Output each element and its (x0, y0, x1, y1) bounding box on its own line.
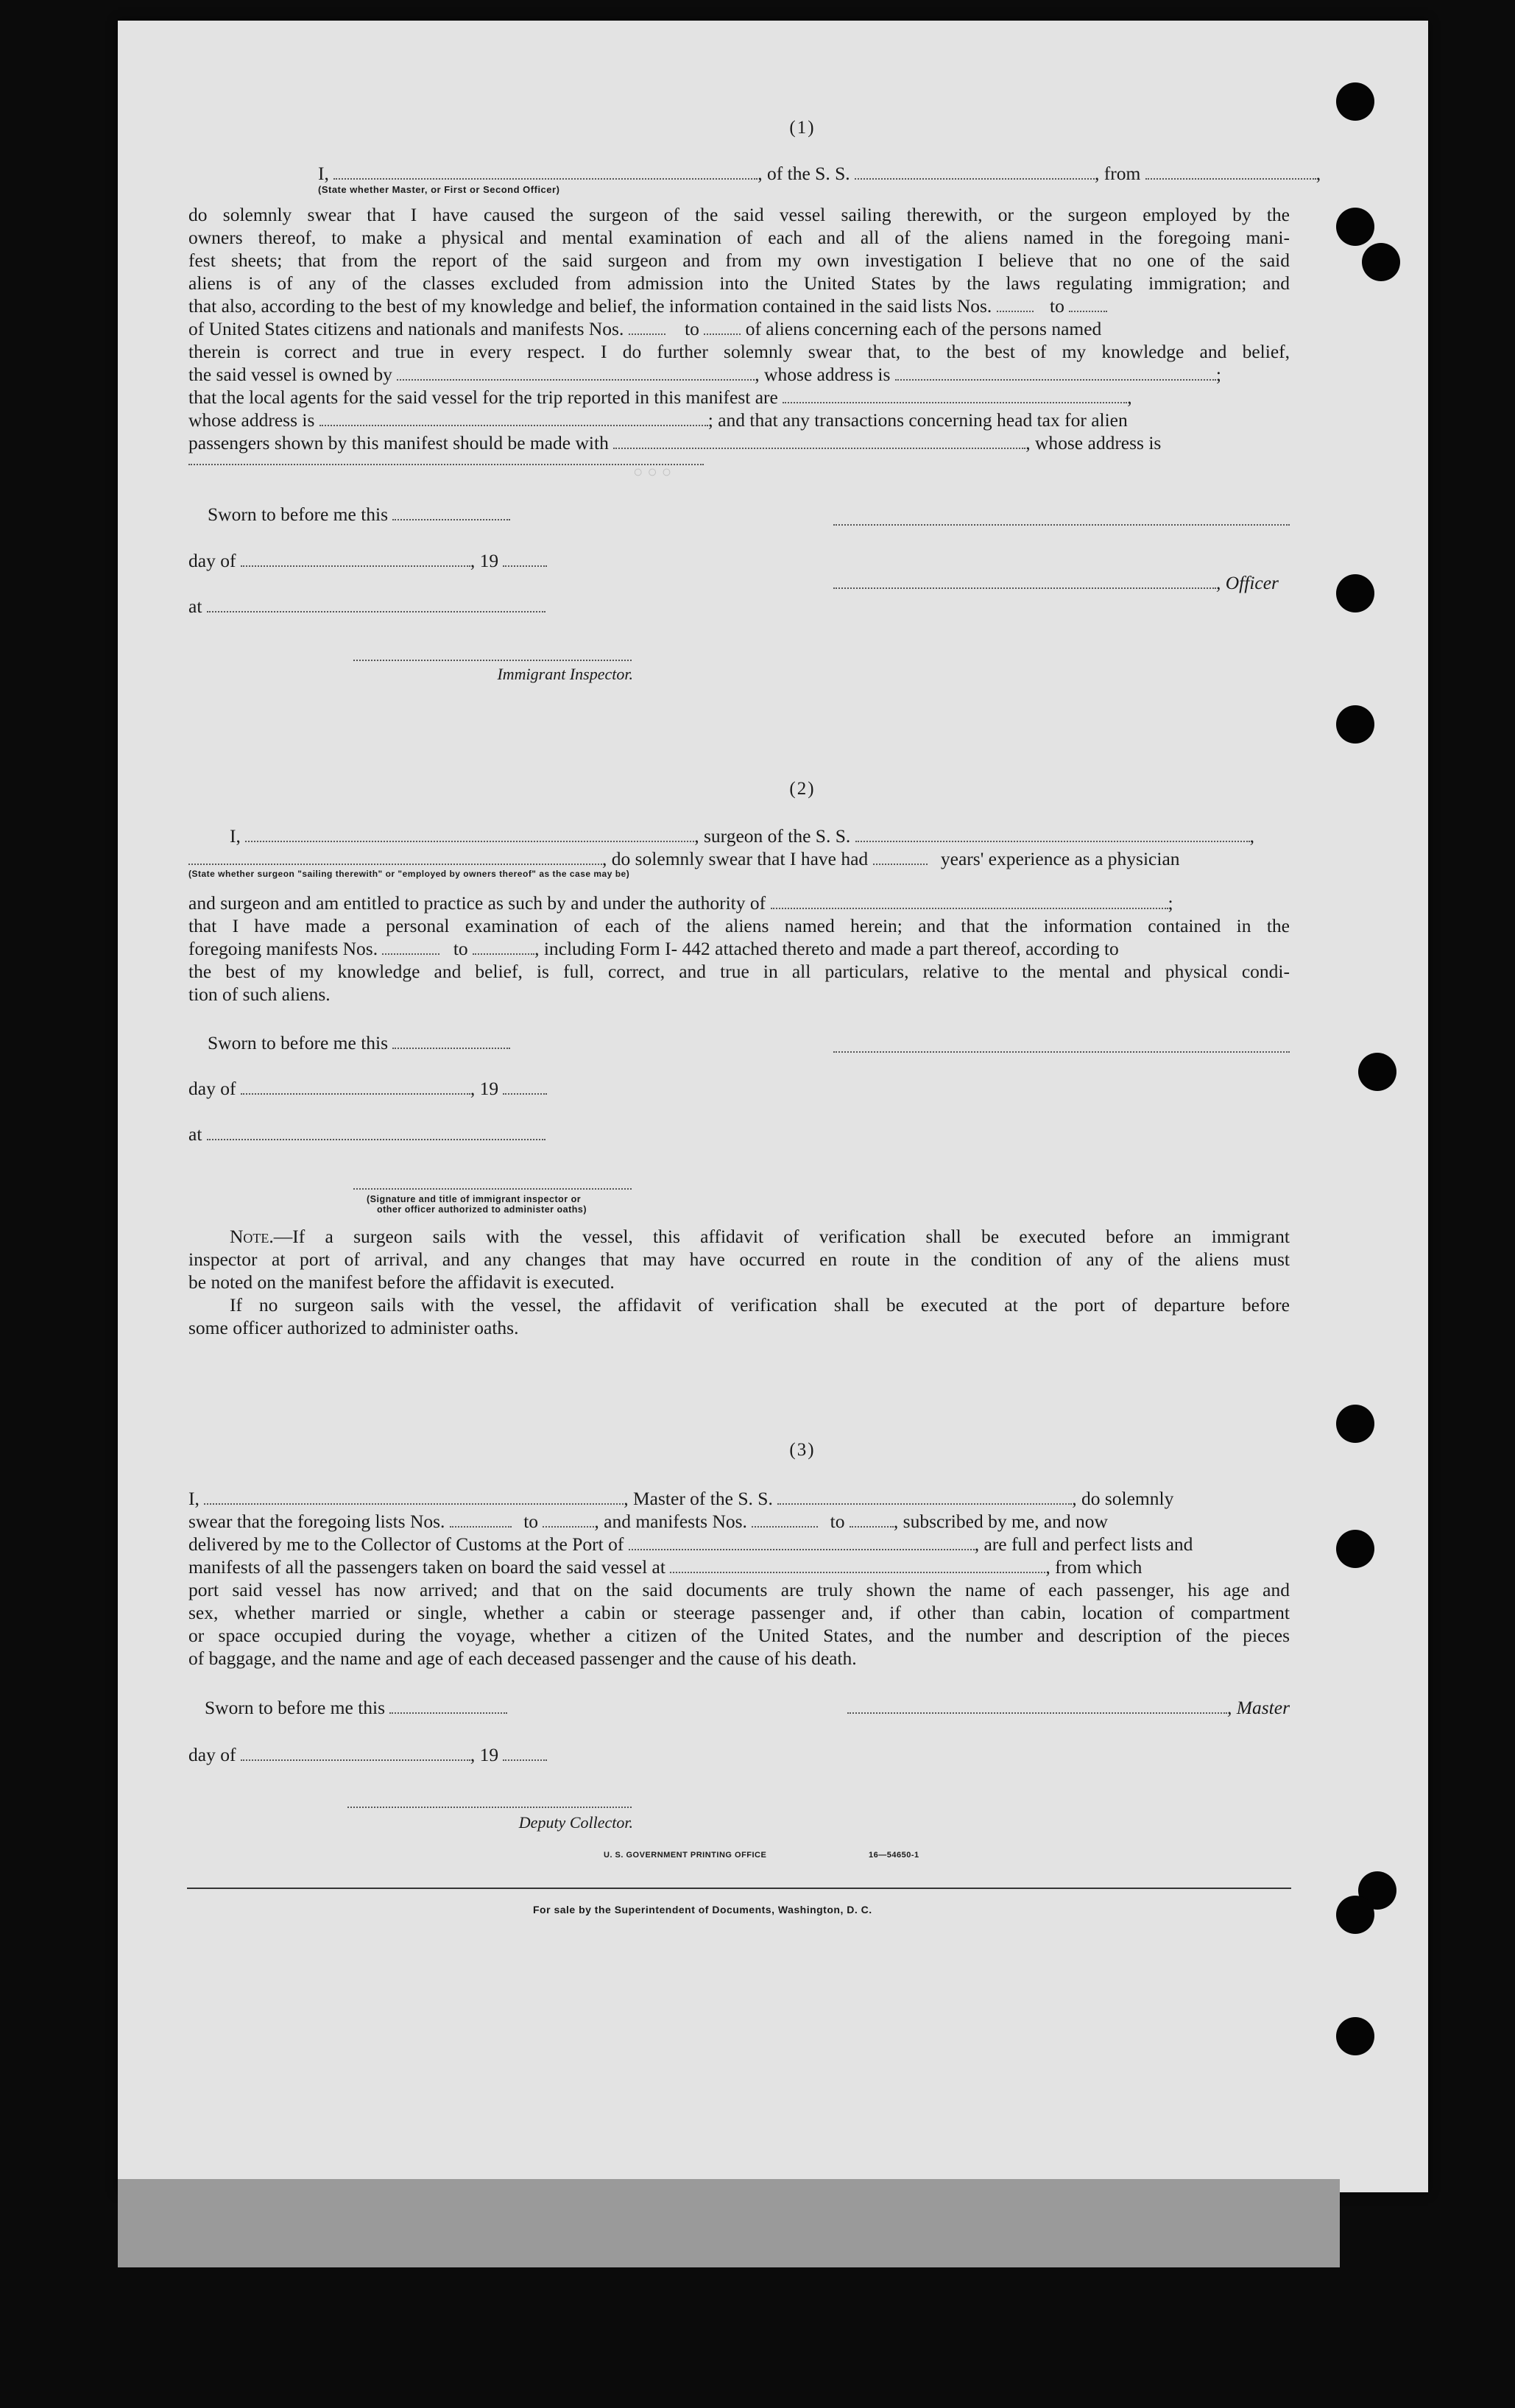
section-1-at: at (188, 595, 1290, 618)
binding-hole-icon (1358, 1053, 1396, 1091)
section-2-line-4: that I have made a personal examination of each of the aliens named herein; and that the information contained in the (188, 915, 1290, 936)
master-signature-field[interactable] (847, 1698, 1227, 1714)
day-field-1[interactable] (241, 551, 470, 567)
master-name-field[interactable] (204, 1489, 624, 1505)
section-3-line-6: sex, whether married or single, whether a cabin or steerage passenger and, if other than cabin, location of compartment (188, 1602, 1290, 1623)
lists-to-field[interactable] (1069, 296, 1107, 312)
binding-hole-icon (1336, 574, 1374, 612)
place-field-1[interactable] (207, 596, 545, 612)
year-field-2[interactable] (503, 1078, 547, 1095)
section-2-line-5: foregoing manifests Nos. to , including Form I- 442 attached thereto and made a part thereof, according to (188, 938, 1119, 959)
section-1-line-6: that also, according to the best of my knowledge and belief, the information contained in the said lists Nos. to (188, 294, 1290, 317)
section-3-line-1: I, , Master of the S. S. , do solemnly (188, 1488, 1174, 1509)
section-3-sworn: Sworn to before me this (205, 1696, 1306, 1719)
deputy-collector-label: Deputy Collector. (518, 1813, 633, 1832)
manifests-to-field[interactable] (704, 319, 741, 335)
lists-from-field[interactable] (997, 296, 1034, 312)
surgeon-manifests-from-field[interactable] (382, 939, 439, 955)
deputy-collector-signature-line[interactable] (347, 1805, 632, 1808)
sale-notice: For sale by the Superintendent of Documents, Washington, D. C. (533, 1904, 872, 1916)
section-3-line-7: or space occupied during the voyage, whether a citizen of the United States, and the number and description of the pieces (188, 1625, 1290, 1646)
binding-hole-icon (1336, 1896, 1374, 1934)
section-3-line-5: port said vessel has now arrived; and that on the said documents are truly shown the name of each passenger, his age and (188, 1579, 1290, 1600)
port-field[interactable] (629, 1534, 975, 1550)
section-3-day: day of , 19 (188, 1743, 1290, 1766)
binding-hole-icon (1362, 243, 1400, 281)
section-2-sworn: Sworn to before me this (208, 1031, 1309, 1054)
section-2-at: at (188, 1123, 1290, 1145)
master-manifests-to-field[interactable] (850, 1511, 894, 1528)
note-line-3: be noted on the manifest before the affidavit is executed. (188, 1271, 615, 1293)
section-1-sworn: Sworn to before me this (208, 503, 1309, 526)
day-field-3[interactable] (241, 1745, 470, 1761)
officer-name-line[interactable] (833, 523, 1290, 526)
master-lists-from-field[interactable] (450, 1511, 512, 1528)
faint-stamp: ○ ○ ○ (633, 462, 672, 481)
binding-hole-icon (1336, 705, 1374, 744)
section-1-day: day of , 19 (188, 549, 1290, 572)
section-2-line-1: I, , surgeon of the S. S. , (230, 825, 1255, 847)
master-manifests-from-field[interactable] (752, 1511, 818, 1528)
owner-field[interactable] (397, 364, 755, 381)
section-2-line-6: the best of my knowledge and belief, is full, correct, and true in all particulars, relative to the mental and physical condi- (188, 961, 1290, 982)
head-tax-party-field[interactable] (613, 433, 1025, 449)
sworn-date-field-3[interactable] (389, 1698, 507, 1714)
local-agents-field[interactable] (783, 387, 1127, 403)
binding-hole-icon (1336, 2017, 1374, 2055)
surgeon-signature-line[interactable] (833, 1050, 1290, 1053)
section-1-line-3: owners thereof, to make a physical and mental examination of each and all of the aliens named in the foregoing mani- (188, 227, 1290, 248)
section-1-line-12: passengers shown by this manifest should be made with , whose address is (188, 432, 1162, 453)
surgeon-vessel-field[interactable] (855, 826, 1250, 842)
signature-caption-2: other officer authorized to administer oaths) (377, 1204, 587, 1215)
binding-hole-icon (1336, 1405, 1374, 1443)
section-2-number: (2) (789, 779, 816, 799)
sworn-date-field-1[interactable] (392, 504, 510, 520)
gpo-imprint: U. S. GOVERNMENT PRINTING OFFICE (604, 1851, 767, 1860)
year-field-1[interactable] (503, 551, 547, 567)
signature-caption-1: (Signature and title of immigrant inspector or (367, 1194, 582, 1204)
departure-port-field[interactable] (670, 1557, 1045, 1573)
surgeon-type-caption: (State whether surgeon "sailing therewith" or "employed by owners thereof" as the case may be) (188, 869, 630, 879)
document-page (118, 21, 1428, 2192)
officer-signature-field[interactable] (833, 573, 1216, 589)
agents-address-field[interactable] (319, 410, 708, 426)
binding-hole-icon (1336, 208, 1374, 246)
surgeon-manifests-to-field[interactable] (473, 939, 534, 955)
page-bottom-shadow (118, 2179, 1340, 2267)
place-field-2[interactable] (207, 1124, 545, 1140)
footer-rule (187, 1888, 1291, 1889)
head-tax-address-field[interactable] (188, 462, 704, 465)
section-3-line-2: swear that the foregoing lists Nos. to , and manifests Nos. to , subscribed by me, and now (188, 1511, 1108, 1532)
section-3-line-3: delivered by me to the Collector of Customs at the Port of , are full and perfect lists and (188, 1533, 1193, 1555)
surgeon-type-field[interactable] (188, 849, 602, 865)
binding-hole-icon (1336, 82, 1374, 121)
note-label: Note. (230, 1226, 274, 1247)
master-signature: , Master (830, 1696, 1290, 1719)
section-1-line-7: of United States citizens and nationals and manifests Nos. to of aliens concerning each of the persons named (188, 318, 1102, 339)
section-3-line-8: of baggage, and the name and age of each deceased passenger and the cause of his death. (188, 1648, 857, 1669)
section-1-line-8: therein is correct and true in every respect. I do further solemnly swear that, to the best of my knowledge and belief, (188, 341, 1290, 362)
section-1-line-5: aliens is of any of the classes excluded from admission into the United States by the laws regulating immigration; and (188, 272, 1290, 294)
section-2-line-3: and surgeon and am entitled to practice as such by and under the authority of ; (188, 892, 1173, 914)
section-1-line-11: whose address is ; and that any transactions concerning head tax for alien (188, 409, 1128, 431)
sworn-date-field-2[interactable] (392, 1033, 510, 1049)
section-2-line-7: tion of such aliens. (188, 984, 331, 1005)
section-1-line-10: that the local agents for the said vessel for the trip reported in this manifest are , (188, 386, 1132, 408)
year-field-3[interactable] (503, 1745, 547, 1761)
officer-signature: , Officer (833, 571, 1290, 594)
manifests-from-field[interactable] (629, 319, 665, 335)
master-lists-to-field[interactable] (543, 1511, 594, 1528)
inspector-signature-line[interactable] (353, 658, 632, 661)
form-code: 16—54650-1 (869, 1851, 919, 1860)
rank-field[interactable] (333, 163, 758, 180)
section-1-line-1: I, , of the S. S. , from , (318, 163, 1321, 184)
authority-field[interactable] (771, 893, 1168, 909)
section-3-line-4: manifests of all the passengers taken on board the said vessel at , from which (188, 1556, 1143, 1578)
vessel-name-field[interactable] (855, 163, 1095, 180)
note2-line-1: If no surgeon sails with the vessel, the affidavit of verification shall be executed at the port of departure before (230, 1294, 1290, 1316)
years-experience-field[interactable] (873, 849, 928, 865)
note-line-2: inspector at port of arrival, and any changes that may have occurred en route in the condition of any of the aliens must (188, 1249, 1290, 1270)
surgeon-name-field[interactable] (245, 826, 694, 842)
section-1-line-9: the said vessel is owned by , whose address is ; (188, 364, 1221, 385)
section-1-number: (1) (789, 118, 816, 138)
section-2-day: day of , 19 (188, 1077, 1290, 1100)
rank-caption: (State whether Master, or First or Second Officer) (318, 184, 560, 195)
section-1-line-4: fest sheets; that from the report of the said surgeon and from my own investigation I believe that no one of the said (188, 250, 1290, 271)
owner-address-field[interactable] (895, 364, 1216, 381)
master-vessel-field[interactable] (777, 1489, 1072, 1505)
day-field-2[interactable] (241, 1078, 470, 1095)
note-line-1: Note.—If a surgeon sails with the vessel, this affidavit of verification shall be executed before an immigrant (230, 1226, 1290, 1247)
authorized-officer-signature-line[interactable] (353, 1187, 632, 1190)
section-2-line-2: , do solemnly swear that I have had years' experience as a physician (188, 847, 1290, 870)
binding-hole-icon (1336, 1530, 1374, 1568)
section-3-number: (3) (789, 1440, 816, 1460)
note2-line-2: some officer authorized to administer oaths. (188, 1317, 519, 1338)
immigrant-inspector-label: Immigrant Inspector. (497, 665, 633, 683)
origin-port-field[interactable] (1145, 163, 1316, 180)
section-1-line-2: do solemnly swear that I have caused the surgeon of the said vessel sailing therewith, or the surgeon employed by the (188, 204, 1290, 225)
